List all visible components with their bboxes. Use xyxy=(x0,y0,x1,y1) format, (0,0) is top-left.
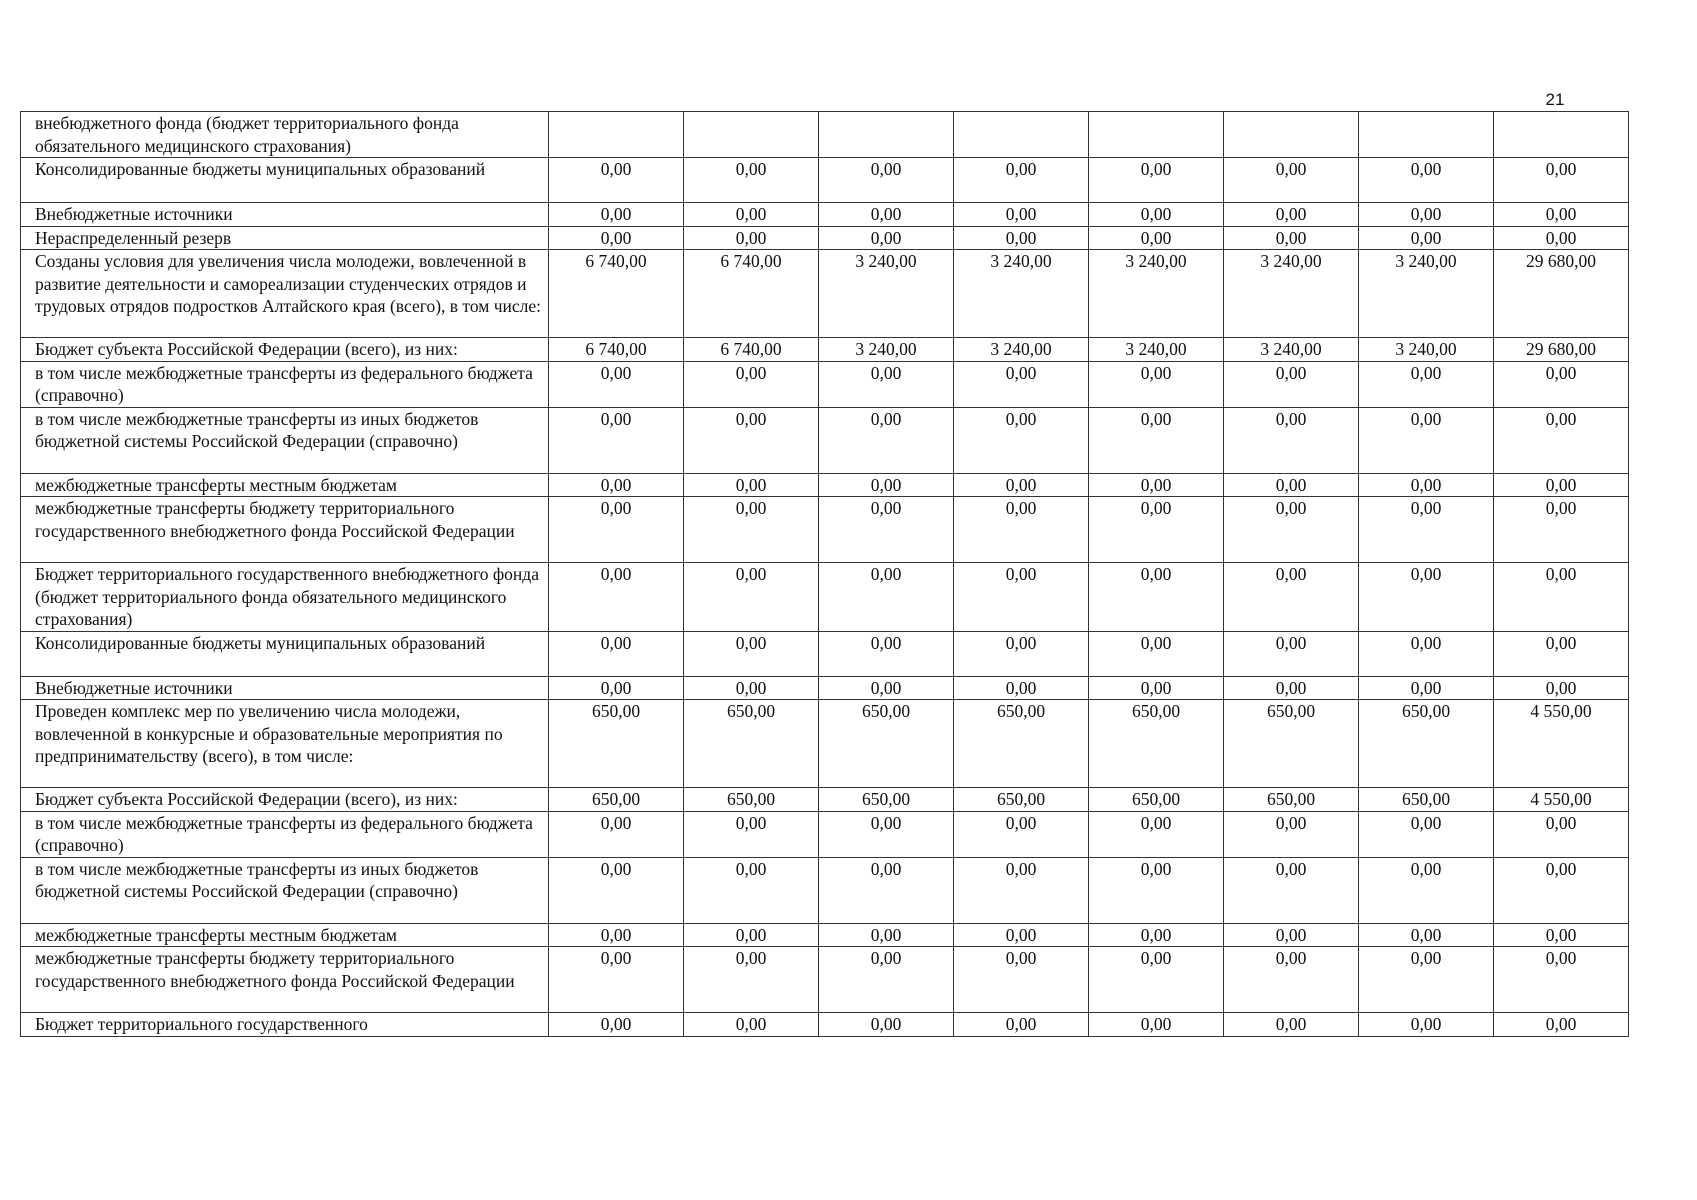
row-label: в том числе межбюджетные трансферты из федерального бюджета (справочно) xyxy=(21,811,549,857)
value-cell: 650,00 xyxy=(1224,788,1359,812)
value-cell: 0,00 xyxy=(1089,497,1224,563)
value-cell: 0,00 xyxy=(1089,473,1224,497)
value-cell: 0,00 xyxy=(954,226,1089,250)
table-row xyxy=(21,676,1629,700)
value-cell xyxy=(954,112,1089,158)
value-cell: 0,00 xyxy=(549,631,684,676)
value-cell: 0,00 xyxy=(1494,1013,1629,1037)
value-cell xyxy=(1494,112,1629,158)
value-cell: 0,00 xyxy=(1224,947,1359,1013)
value-cell: 3 240,00 xyxy=(819,338,954,362)
value-cell: 0,00 xyxy=(1089,1013,1224,1037)
value-cell: 0,00 xyxy=(1359,226,1494,250)
value-cell: 0,00 xyxy=(1494,857,1629,923)
value-cell: 0,00 xyxy=(819,563,954,632)
value-cell: 0,00 xyxy=(819,226,954,250)
value-cell: 0,00 xyxy=(1089,631,1224,676)
value-cell: 0,00 xyxy=(1089,158,1224,203)
value-cell: 0,00 xyxy=(1359,811,1494,857)
value-cell: 650,00 xyxy=(954,788,1089,812)
value-cell: 0,00 xyxy=(954,923,1089,947)
value-cell: 0,00 xyxy=(549,407,684,473)
value-cell: 0,00 xyxy=(954,631,1089,676)
value-cell: 3 240,00 xyxy=(819,250,954,338)
value-cell: 0,00 xyxy=(819,407,954,473)
value-cell: 0,00 xyxy=(684,676,819,700)
value-cell: 4 550,00 xyxy=(1494,788,1629,812)
value-cell: 0,00 xyxy=(1224,811,1359,857)
value-cell: 0,00 xyxy=(684,203,819,227)
table-row xyxy=(21,563,1629,632)
value-cell: 0,00 xyxy=(819,811,954,857)
value-cell: 6 740,00 xyxy=(684,250,819,338)
row-label: Созданы условия для увеличения числа молодежи, вовлеченной в развитие деятельности и самореализации студенческих отрядов и трудовых отрядов подростков Алтайского края (всего), в том числе: xyxy=(21,250,549,338)
value-cell: 0,00 xyxy=(1089,203,1224,227)
value-cell: 0,00 xyxy=(549,857,684,923)
table-row xyxy=(21,338,1629,362)
value-cell: 0,00 xyxy=(1494,158,1629,203)
value-cell: 3 240,00 xyxy=(1089,250,1224,338)
table-row xyxy=(21,923,1629,947)
value-cell: 3 240,00 xyxy=(954,338,1089,362)
value-cell: 0,00 xyxy=(1494,676,1629,700)
value-cell: 0,00 xyxy=(1359,857,1494,923)
value-cell: 6 740,00 xyxy=(684,338,819,362)
row-label: межбюджетные трансферты бюджету территориального государственного внебюджетного фонда Российской Федерации xyxy=(21,947,549,1013)
value-cell: 0,00 xyxy=(684,563,819,632)
value-cell: 0,00 xyxy=(1359,676,1494,700)
value-cell: 0,00 xyxy=(1089,947,1224,1013)
table-row xyxy=(21,203,1629,227)
value-cell: 650,00 xyxy=(819,788,954,812)
table-row xyxy=(21,361,1629,407)
value-cell: 0,00 xyxy=(549,923,684,947)
value-cell: 0,00 xyxy=(549,497,684,563)
value-cell: 0,00 xyxy=(549,676,684,700)
row-label: межбюджетные трансферты местным бюджетам xyxy=(21,473,549,497)
value-cell: 3 240,00 xyxy=(1359,250,1494,338)
value-cell: 0,00 xyxy=(549,1013,684,1037)
value-cell: 0,00 xyxy=(819,1013,954,1037)
value-cell: 650,00 xyxy=(1089,700,1224,788)
value-cell: 0,00 xyxy=(684,857,819,923)
value-cell: 3 240,00 xyxy=(1089,338,1224,362)
value-cell: 650,00 xyxy=(1359,788,1494,812)
value-cell: 3 240,00 xyxy=(1224,338,1359,362)
value-cell: 0,00 xyxy=(1359,563,1494,632)
value-cell: 0,00 xyxy=(819,631,954,676)
table-row xyxy=(21,700,1629,788)
value-cell: 0,00 xyxy=(819,676,954,700)
value-cell: 650,00 xyxy=(954,700,1089,788)
value-cell: 0,00 xyxy=(549,811,684,857)
value-cell: 0,00 xyxy=(684,473,819,497)
row-label: Бюджет территориального государственного внебюджетного фонда (бюджет территориального фонда обязательного медицинского страхования) xyxy=(21,563,549,632)
row-label: Консолидированные бюджеты муниципальных образований xyxy=(21,158,549,203)
value-cell: 0,00 xyxy=(684,226,819,250)
value-cell: 0,00 xyxy=(684,407,819,473)
value-cell: 4 550,00 xyxy=(1494,700,1629,788)
value-cell: 0,00 xyxy=(1359,947,1494,1013)
row-label: Нераспределенный резерв xyxy=(21,226,549,250)
value-cell: 0,00 xyxy=(954,811,1089,857)
value-cell: 0,00 xyxy=(1224,1013,1359,1037)
value-cell: 0,00 xyxy=(549,947,684,1013)
value-cell: 0,00 xyxy=(549,473,684,497)
table-row xyxy=(21,497,1629,563)
value-cell: 0,00 xyxy=(954,407,1089,473)
value-cell: 650,00 xyxy=(1089,788,1224,812)
value-cell: 0,00 xyxy=(1494,203,1629,227)
value-cell: 0,00 xyxy=(819,857,954,923)
row-label: Проведен комплекс мер по увеличению числа молодежи, вовлеченной в конкурсные и образовательные мероприятия по предпринимательству (всего), в том числе: xyxy=(21,700,549,788)
value-cell: 0,00 xyxy=(1224,923,1359,947)
row-label: межбюджетные трансферты бюджету территориального государственного внебюджетного фонда Российской Федерации xyxy=(21,497,549,563)
row-label: Бюджет субъекта Российской Федерации (всего), из них: xyxy=(21,788,549,812)
value-cell: 0,00 xyxy=(1494,226,1629,250)
value-cell: 0,00 xyxy=(684,1013,819,1037)
value-cell: 0,00 xyxy=(1494,473,1629,497)
value-cell: 0,00 xyxy=(1359,473,1494,497)
value-cell: 650,00 xyxy=(549,700,684,788)
value-cell: 0,00 xyxy=(1494,407,1629,473)
table-row xyxy=(21,857,1629,923)
value-cell: 0,00 xyxy=(819,203,954,227)
value-cell: 6 740,00 xyxy=(549,250,684,338)
value-cell: 0,00 xyxy=(549,158,684,203)
value-cell: 0,00 xyxy=(1494,947,1629,1013)
value-cell: 0,00 xyxy=(684,158,819,203)
value-cell: 0,00 xyxy=(1494,631,1629,676)
value-cell: 650,00 xyxy=(1359,700,1494,788)
value-cell: 650,00 xyxy=(1224,700,1359,788)
table-row xyxy=(21,407,1629,473)
table-row xyxy=(21,112,1629,158)
value-cell: 0,00 xyxy=(819,473,954,497)
value-cell: 0,00 xyxy=(1089,361,1224,407)
value-cell: 0,00 xyxy=(1494,497,1629,563)
value-cell: 0,00 xyxy=(549,361,684,407)
value-cell: 0,00 xyxy=(684,497,819,563)
value-cell xyxy=(819,112,954,158)
table-row xyxy=(21,947,1629,1013)
table-row xyxy=(21,811,1629,857)
row-label: в том числе межбюджетные трансферты из иных бюджетов бюджетной системы Российской Федерации (справочно) xyxy=(21,857,549,923)
row-label: в том числе межбюджетные трансферты из федерального бюджета (справочно) xyxy=(21,361,549,407)
value-cell: 0,00 xyxy=(684,631,819,676)
table-row xyxy=(21,158,1629,203)
value-cell: 0,00 xyxy=(684,923,819,947)
value-cell: 0,00 xyxy=(1359,497,1494,563)
row-label: внебюджетного фонда (бюджет территориального фонда обязательного медицинского страхования) xyxy=(21,112,549,158)
value-cell: 0,00 xyxy=(1359,1013,1494,1037)
row-label: Бюджет территориального государственного xyxy=(21,1013,549,1037)
value-cell: 0,00 xyxy=(1224,631,1359,676)
value-cell: 6 740,00 xyxy=(549,338,684,362)
value-cell: 0,00 xyxy=(1224,497,1359,563)
value-cell: 0,00 xyxy=(1224,158,1359,203)
value-cell: 0,00 xyxy=(1089,676,1224,700)
value-cell: 650,00 xyxy=(684,700,819,788)
value-cell: 0,00 xyxy=(1089,563,1224,632)
value-cell: 0,00 xyxy=(954,158,1089,203)
value-cell: 0,00 xyxy=(1224,226,1359,250)
value-cell: 29 680,00 xyxy=(1494,338,1629,362)
table-row xyxy=(21,250,1629,338)
value-cell: 0,00 xyxy=(819,947,954,1013)
row-label: Консолидированные бюджеты муниципальных образований xyxy=(21,631,549,676)
value-cell: 0,00 xyxy=(1359,158,1494,203)
value-cell: 0,00 xyxy=(954,857,1089,923)
value-cell xyxy=(1089,112,1224,158)
value-cell: 0,00 xyxy=(549,203,684,227)
value-cell: 650,00 xyxy=(819,700,954,788)
value-cell: 0,00 xyxy=(954,947,1089,1013)
value-cell xyxy=(549,112,684,158)
value-cell xyxy=(1359,112,1494,158)
value-cell: 0,00 xyxy=(1359,631,1494,676)
value-cell: 0,00 xyxy=(819,923,954,947)
value-cell xyxy=(684,112,819,158)
value-cell: 0,00 xyxy=(1089,811,1224,857)
value-cell: 0,00 xyxy=(1224,407,1359,473)
budget-table xyxy=(20,111,1629,1037)
value-cell: 0,00 xyxy=(684,811,819,857)
row-label: Внебюджетные источники xyxy=(21,676,549,700)
table-row xyxy=(21,1013,1629,1037)
value-cell: 0,00 xyxy=(1224,473,1359,497)
value-cell: 0,00 xyxy=(954,676,1089,700)
value-cell: 0,00 xyxy=(1359,923,1494,947)
value-cell: 650,00 xyxy=(549,788,684,812)
row-label: Бюджет субъекта Российской Федерации (всего), из них: xyxy=(21,338,549,362)
value-cell: 0,00 xyxy=(1089,857,1224,923)
value-cell: 0,00 xyxy=(1359,361,1494,407)
value-cell: 0,00 xyxy=(1359,203,1494,227)
value-cell: 0,00 xyxy=(1359,407,1494,473)
value-cell: 3 240,00 xyxy=(954,250,1089,338)
value-cell: 0,00 xyxy=(954,361,1089,407)
value-cell: 0,00 xyxy=(819,361,954,407)
value-cell: 0,00 xyxy=(1089,923,1224,947)
table-row xyxy=(21,473,1629,497)
value-cell: 0,00 xyxy=(549,563,684,632)
row-label: межбюджетные трансферты местным бюджетам xyxy=(21,923,549,947)
table-row xyxy=(21,226,1629,250)
value-cell: 3 240,00 xyxy=(1359,338,1494,362)
page-number: 21 xyxy=(1545,90,1565,109)
value-cell: 3 240,00 xyxy=(1224,250,1359,338)
budget-table-body xyxy=(21,112,1629,1037)
value-cell: 0,00 xyxy=(1089,226,1224,250)
value-cell: 0,00 xyxy=(819,158,954,203)
row-label: в том числе межбюджетные трансферты из иных бюджетов бюджетной системы Российской Федерации (справочно) xyxy=(21,407,549,473)
value-cell: 0,00 xyxy=(1089,407,1224,473)
value-cell: 0,00 xyxy=(1224,676,1359,700)
value-cell: 0,00 xyxy=(1494,361,1629,407)
table-row xyxy=(21,788,1629,812)
value-cell: 0,00 xyxy=(954,473,1089,497)
value-cell: 0,00 xyxy=(1494,923,1629,947)
table-row xyxy=(21,631,1629,676)
value-cell: 0,00 xyxy=(684,947,819,1013)
value-cell: 0,00 xyxy=(819,497,954,563)
value-cell: 0,00 xyxy=(1494,811,1629,857)
value-cell: 0,00 xyxy=(549,226,684,250)
value-cell: 0,00 xyxy=(954,1013,1089,1037)
value-cell: 0,00 xyxy=(1224,563,1359,632)
value-cell: 0,00 xyxy=(954,563,1089,632)
value-cell: 0,00 xyxy=(1224,857,1359,923)
value-cell: 0,00 xyxy=(1494,563,1629,632)
value-cell: 29 680,00 xyxy=(1494,250,1629,338)
row-label: Внебюджетные источники xyxy=(21,203,549,227)
value-cell: 0,00 xyxy=(954,497,1089,563)
value-cell: 0,00 xyxy=(1224,203,1359,227)
value-cell: 0,00 xyxy=(954,203,1089,227)
value-cell: 650,00 xyxy=(684,788,819,812)
value-cell: 0,00 xyxy=(684,361,819,407)
value-cell xyxy=(1224,112,1359,158)
value-cell: 0,00 xyxy=(1224,361,1359,407)
